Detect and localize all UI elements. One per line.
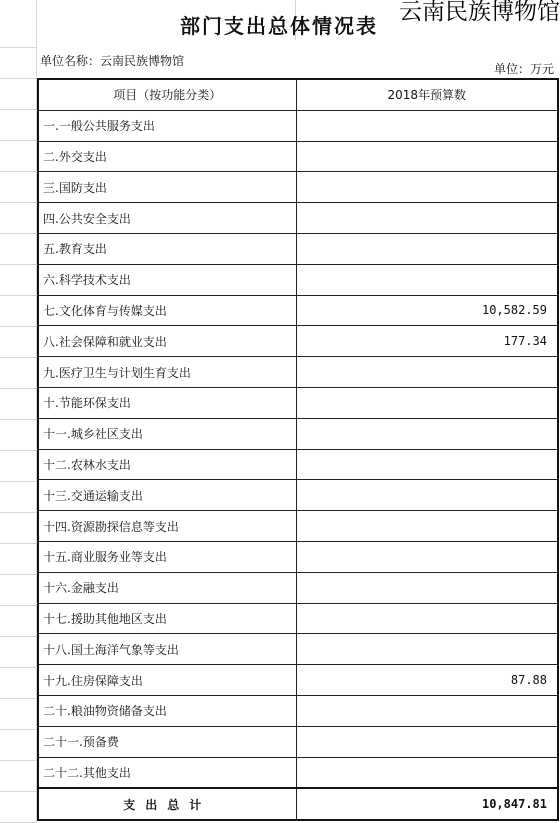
row-budget-amount: 10,582.59 bbox=[296, 295, 558, 326]
row-budget-amount bbox=[296, 141, 558, 172]
table-row bbox=[38, 511, 558, 542]
row-item-label: 十八.国土海洋气象等支出 bbox=[38, 634, 296, 665]
page-title: 部门支出总体情况表 bbox=[180, 14, 378, 38]
row-budget-amount bbox=[296, 511, 558, 542]
table-row bbox=[38, 233, 558, 264]
row-budget-amount bbox=[296, 572, 558, 603]
table-row bbox=[38, 295, 558, 326]
row-item-label: 三.国防支出 bbox=[38, 172, 296, 203]
table-row bbox=[38, 695, 558, 726]
table-row bbox=[38, 203, 558, 234]
row-budget-amount bbox=[296, 203, 558, 234]
row-budget-amount bbox=[296, 357, 558, 388]
overlay-museum-title: 云南民族博物馆 bbox=[399, 0, 560, 25]
column-header-item: 项目（按功能分类） bbox=[38, 79, 296, 110]
budget-table bbox=[37, 78, 559, 821]
unit-name-label: 单位名称：云南民族博物馆 bbox=[40, 54, 185, 68]
table-row bbox=[38, 357, 558, 388]
row-budget-amount bbox=[296, 695, 558, 726]
row-budget-amount bbox=[296, 757, 558, 788]
row-item-label: 二十一.预备费 bbox=[38, 726, 296, 757]
row-item-label: 十七.援助其他地区支出 bbox=[38, 603, 296, 634]
row-budget-amount bbox=[296, 480, 558, 511]
row-item-label: 十四.资源勘探信息等支出 bbox=[38, 511, 296, 542]
row-budget-amount bbox=[296, 634, 558, 665]
row-budget-amount bbox=[296, 418, 558, 449]
row-budget-amount bbox=[296, 726, 558, 757]
row-budget-amount bbox=[296, 172, 558, 203]
row-item-label: 七.文化体育与传媒支出 bbox=[38, 295, 296, 326]
row-budget-amount: 87.88 bbox=[296, 665, 558, 696]
row-item-label: 四.公共安全支出 bbox=[38, 203, 296, 234]
row-budget-amount bbox=[296, 233, 558, 264]
row-item-label: 八.社会保障和就业支出 bbox=[38, 326, 296, 357]
table-row bbox=[38, 141, 558, 172]
row-item-label: 十九.住房保障支出 bbox=[38, 665, 296, 696]
table-row bbox=[38, 326, 558, 357]
row-item-label: 十三.交通运输支出 bbox=[38, 480, 296, 511]
column-header-budget: 2018年预算数 bbox=[296, 79, 558, 110]
row-budget-amount bbox=[296, 449, 558, 480]
row-item-label: 十六.金融支出 bbox=[38, 572, 296, 603]
unit-measure-label: 单位：万元 bbox=[493, 62, 554, 76]
row-item-label: 二十.粮油物资储备支出 bbox=[38, 695, 296, 726]
row-item-label: 十.节能环保支出 bbox=[38, 387, 296, 418]
table-row bbox=[38, 264, 558, 295]
row-budget-amount bbox=[296, 541, 558, 572]
table-row bbox=[38, 541, 558, 572]
table-header-row bbox=[38, 79, 558, 110]
table-row bbox=[38, 634, 558, 665]
row-item-label: 十二.农林水支出 bbox=[38, 449, 296, 480]
table-row bbox=[38, 726, 558, 757]
row-budget-amount: 177.34 bbox=[296, 326, 558, 357]
row-item-label: 二.外交支出 bbox=[38, 141, 296, 172]
table-row bbox=[38, 449, 558, 480]
table-row bbox=[38, 757, 558, 788]
table-row bbox=[38, 665, 558, 696]
row-budget-amount bbox=[296, 110, 558, 141]
row-budget-amount bbox=[296, 387, 558, 418]
table-row bbox=[38, 603, 558, 634]
table-row bbox=[38, 418, 558, 449]
row-item-label: 十五.商业服务业等支出 bbox=[38, 541, 296, 572]
row-item-label: 五.教育支出 bbox=[38, 233, 296, 264]
table-row bbox=[38, 387, 558, 418]
row-item-label: 九.医疗卫生与计划生育支出 bbox=[38, 357, 296, 388]
total-amount: 10,847.81 bbox=[296, 788, 558, 820]
total-label: 支出总计 bbox=[38, 788, 296, 820]
table-row bbox=[38, 572, 558, 603]
table-row bbox=[38, 110, 558, 141]
row-budget-amount bbox=[296, 264, 558, 295]
total-row bbox=[38, 788, 558, 820]
row-budget-amount bbox=[296, 603, 558, 634]
spreadsheet-row-gridlines bbox=[0, 0, 37, 823]
row-item-label: 二十二.其他支出 bbox=[38, 757, 296, 788]
table-row bbox=[38, 172, 558, 203]
row-item-label: 六.科学技术支出 bbox=[38, 264, 296, 295]
table-row bbox=[38, 480, 558, 511]
row-item-label: 一.一般公共服务支出 bbox=[38, 110, 296, 141]
row-item-label: 十一.城乡社区支出 bbox=[38, 418, 296, 449]
